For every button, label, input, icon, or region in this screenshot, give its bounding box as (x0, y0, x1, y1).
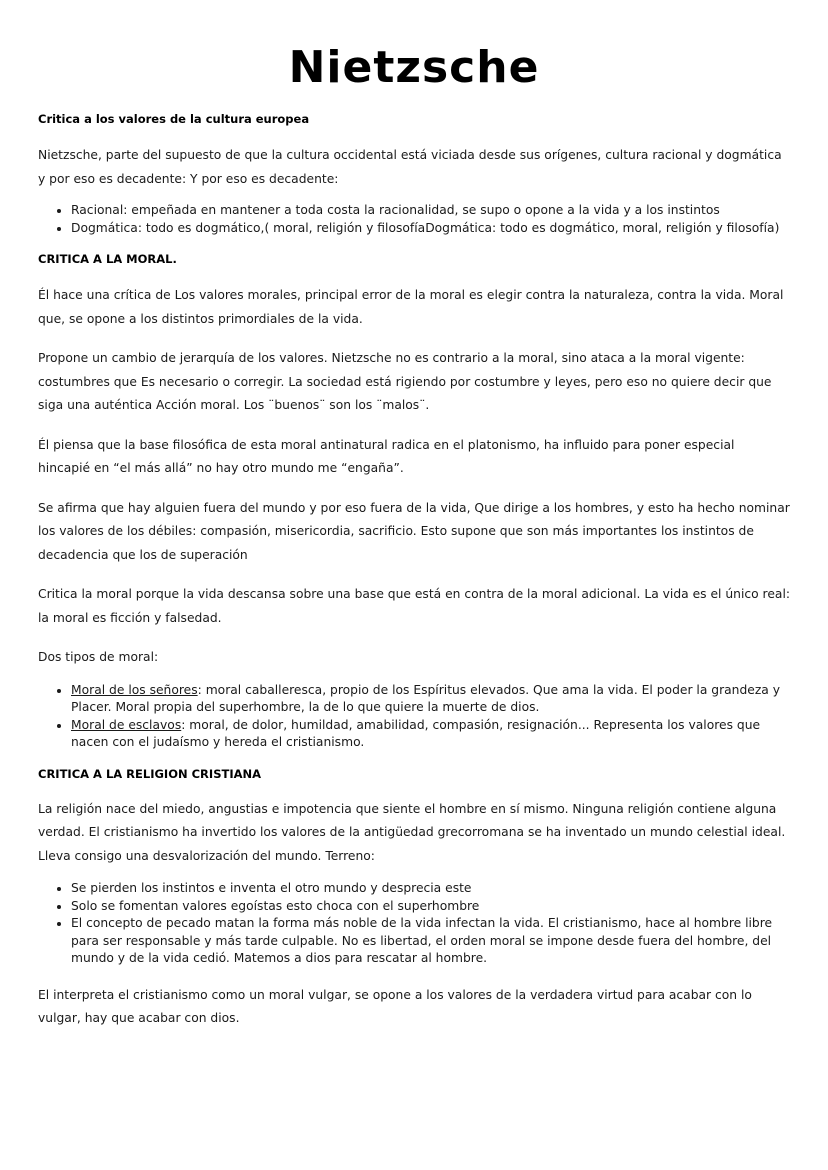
section-heading-moral: CRITICA A LA MORAL. (38, 252, 177, 266)
list-item: • Solo se fomentan valores egoístas esto choca con el superhombre (71, 898, 790, 916)
paragraph: Dos tipos de moral: (38, 650, 159, 664)
paragraph: Nietzsche, parte del supuesto de que la cultura occidental está viciada desde sus orígenes, cultura racional y dogmática y por eso es decadente: Y por eso es decadente: (38, 148, 782, 186)
section-heading-cultura: Critica a los valores de la cultura europea (38, 112, 310, 126)
bullet-list (38, 880, 790, 968)
list-item: • Se pierden los instintos e inventa el otro mundo y desprecia este (71, 880, 790, 898)
paragraph: Critica la moral porque la vida descansa sobre una base que está en contra de la moral adicional. La vida es el único real: la moral es ficción y falsedad. (38, 587, 791, 625)
bullet-list (38, 202, 790, 237)
bullet-list (38, 682, 790, 752)
list-item (71, 717, 790, 752)
section-heading-religion: CRITICA A LA RELIGION CRISTIANA (38, 766, 262, 781)
document-title: Nietzsche (288, 42, 540, 93)
list-item: • Racional: empeñada en mantener a toda costa la racionalidad, se supo o opone a la vida y a los instintos (71, 202, 790, 220)
list-item-label: Moral de los señores (71, 682, 198, 697)
paragraph: La religión nace del miedo, angustias e impotencia que siente el hombre en sí mismo. Ninguna religión contiene alguna verdad. El cristianismo ha invertido los valores de la antigüedad grecorromana se ha inventado un mundo celestial ideal. Lleva consigo una desvalorización del mundo. Terreno: (38, 801, 786, 863)
list-item: • Dogmática: todo es dogmático,( moral, religión y filosofíaDogmática: todo es dogmático, moral, religión y filosofía) (71, 220, 790, 238)
paragraph: Él hace una crítica de Los valores morales, principal error de la moral es elegir contra la naturaleza, contra la vida. Moral que, se opone a los distintos primordiales de la vida. (38, 288, 784, 326)
paragraph: Se afirma que hay alguien fuera del mundo y por eso fuera de la vida, Que dirige a los hombres, y esto ha hecho nominar los valores de los débiles: compasión, misericordia, sacrificio. Esto supone que son más importantes los instintos de decadencia que los de superación (38, 500, 790, 562)
paragraph: El interpreta el cristianismo como un moral vulgar, se opone a los valores de la verdadera virtud para acabar con lo vulgar, hay que acabar con dios. (38, 987, 752, 1025)
list-item-label: Moral de esclavos (71, 717, 182, 732)
list-item (71, 682, 790, 717)
list-item-text: : moral caballeresca, propio de los Espíritus elevados. Que ama la vida. El poder la grandeza y Placer. Moral propia del superhombre, la de lo que quiere la muerte de dios. (71, 682, 781, 714)
paragraph: Propone un cambio de jerarquía de los valores. Nietzsche no es contrario a la moral, sino ataca a la moral vigente: costumbres que Es necesario o corregir. La sociedad está rigiendo por costumbre y leyes, pero eso no quiere decir que siga una auténtica Acción moral. Los ¨buenos¨ son los ¨malos¨. (38, 351, 772, 412)
paragraph: Él piensa que la base filosófica de esta moral antinatural radica en el platonismo, ha influido para poner especial hincapié en “el más allá” no hay otro mundo me “engaña”. (38, 437, 735, 475)
list-item-text: : moral, de dolor, humildad, amabilidad, compasión, resignación... Representa los valores que nacen con el judaísmo y hereda el cristianismo. (71, 717, 761, 749)
list-item: • El concepto de pecado matan la forma más noble de la vida infectan la vida. El cristianismo, hace al hombre libre para ser responsable y más tarde culpable. No es libertad, el orden moral se impone desde fuera del hombre, del mundo y de la vida cedió. Matemos a dios para rescatar al hombre. (71, 915, 790, 968)
